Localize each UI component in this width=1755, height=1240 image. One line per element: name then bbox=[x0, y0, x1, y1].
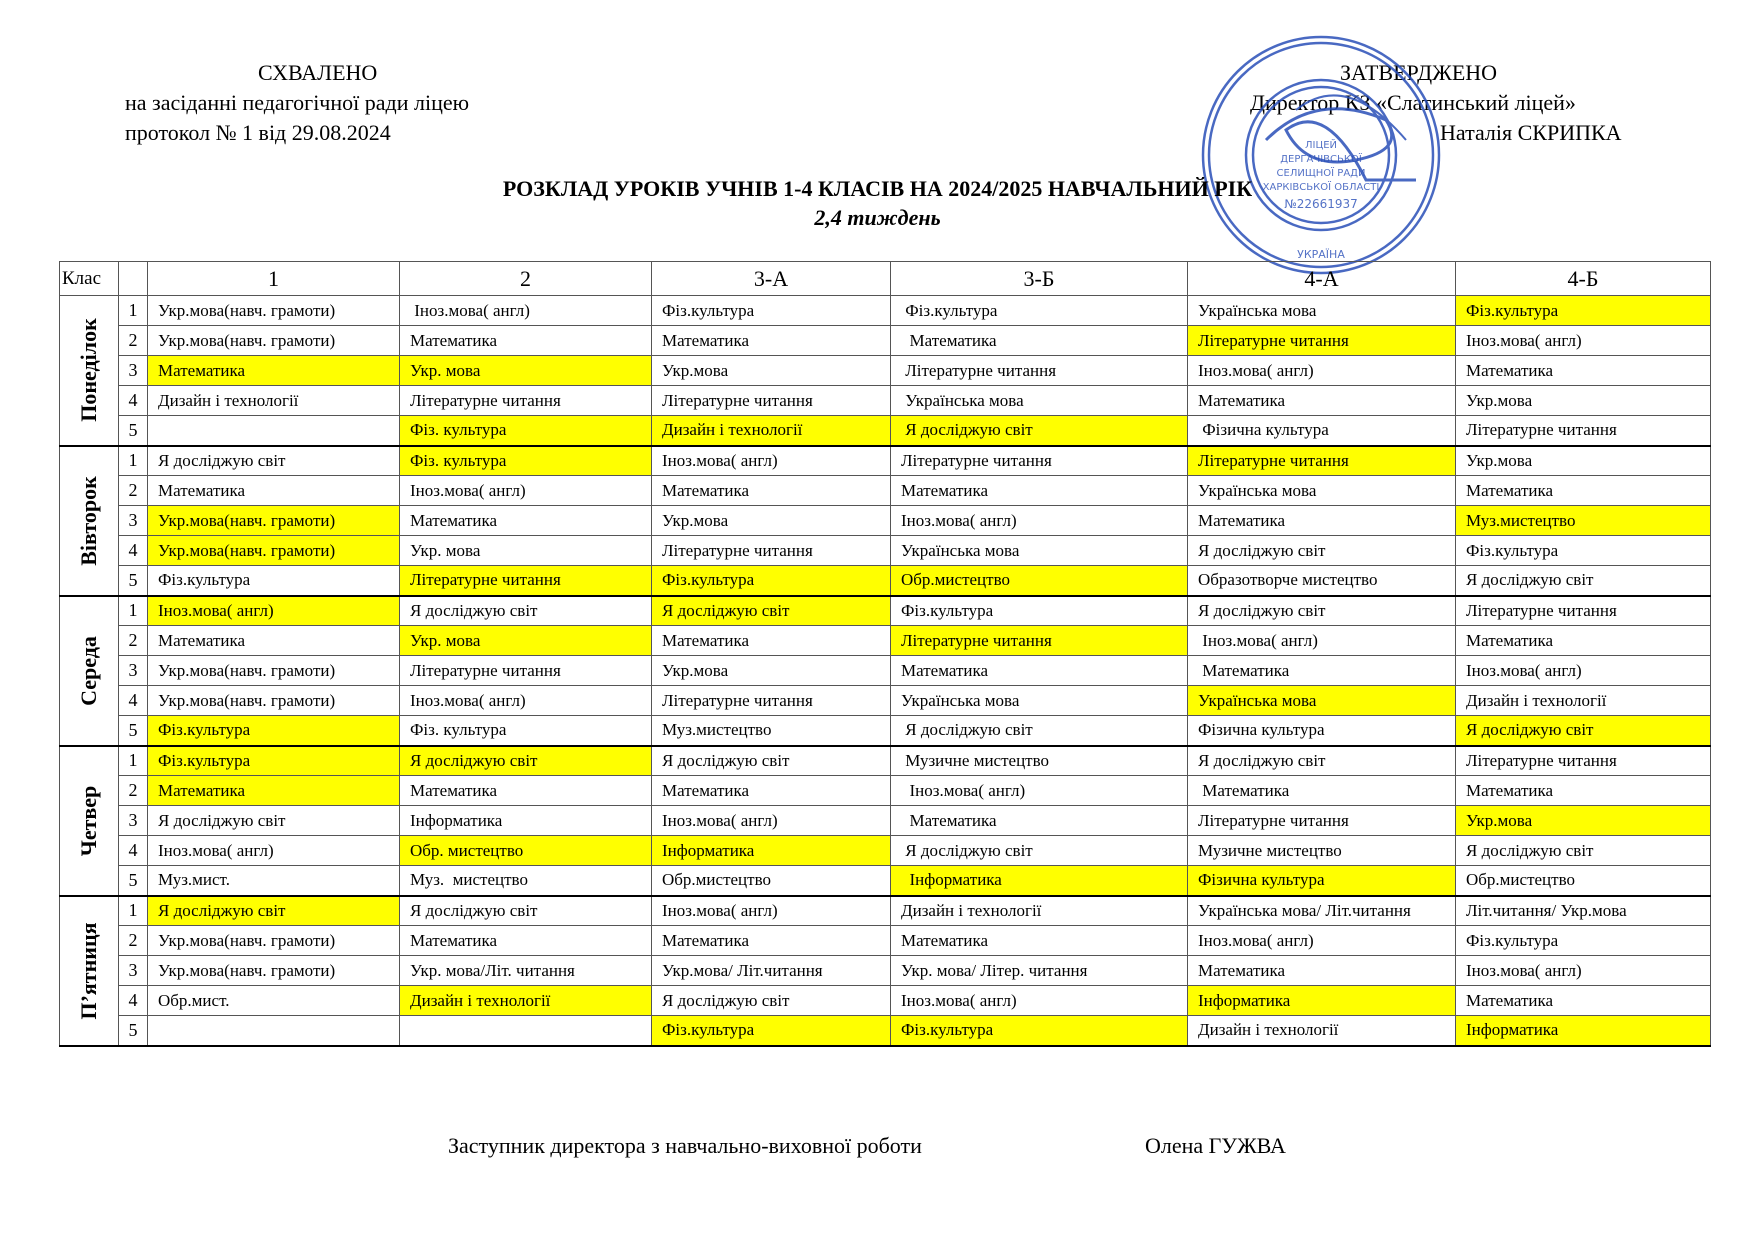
lesson-row bbox=[60, 746, 1711, 776]
day-cell bbox=[60, 746, 119, 896]
subject-cell: Фіз.культура bbox=[891, 296, 1188, 326]
lesson-number: 1 bbox=[119, 596, 148, 626]
subject-cell: Літературне читання bbox=[400, 566, 652, 596]
lesson-row bbox=[60, 356, 1711, 386]
subject-cell: Обр. мистецтво bbox=[400, 836, 652, 866]
lesson-number: 2 bbox=[119, 626, 148, 656]
subject-cell: Дизайн і технології bbox=[652, 416, 891, 446]
subject-cell: Літературне читання bbox=[1188, 806, 1456, 836]
svg-text:ЛІЦЕЙ: ЛІЦЕЙ bbox=[1304, 140, 1338, 151]
subject-cell: Літературне читання bbox=[891, 446, 1188, 476]
subject-cell: Математика bbox=[148, 776, 400, 806]
subject-cell: Обр.мист. bbox=[148, 986, 400, 1016]
official-stamp-icon bbox=[1196, 30, 1446, 280]
lesson-number: 5 bbox=[119, 716, 148, 746]
subject-cell: Українська мова bbox=[1188, 296, 1456, 326]
subject-cell: Українська мова/ Літ.читання bbox=[1188, 896, 1456, 926]
subject-cell: Фіз.культура bbox=[148, 746, 400, 776]
subject-cell: Літературне читання bbox=[1188, 446, 1456, 476]
day-label: Середа bbox=[76, 635, 101, 706]
lesson-row bbox=[60, 326, 1711, 356]
lesson-row bbox=[60, 986, 1711, 1016]
subject-cell: Фіз. культура bbox=[400, 716, 652, 746]
subject-cell: Математика bbox=[1456, 986, 1711, 1016]
subject-cell: Літературне читання bbox=[891, 626, 1188, 656]
subject-cell: Іноз.мова( англ) bbox=[652, 896, 891, 926]
lesson-number: 1 bbox=[119, 746, 148, 776]
subject-cell: Іноз.мова( англ) bbox=[148, 596, 400, 626]
subject-cell: Українська мова bbox=[891, 686, 1188, 716]
subject-cell: Дизайн і технології bbox=[1456, 686, 1711, 716]
subject-cell: Укр. мова bbox=[400, 356, 652, 386]
subject-cell: Інформатика bbox=[400, 806, 652, 836]
class-header: 3-А bbox=[652, 262, 891, 296]
lesson-number: 3 bbox=[119, 956, 148, 986]
subject-cell: Укр.мова/ Літ.читання bbox=[652, 956, 891, 986]
lesson-number: 2 bbox=[119, 476, 148, 506]
subject-cell: Фіз.культура bbox=[1456, 926, 1711, 956]
subject-cell: Літературне читання bbox=[652, 536, 891, 566]
confirmed-line-name: Наталія СКРИПКА bbox=[1440, 120, 1622, 145]
subject-cell: Математика bbox=[891, 656, 1188, 686]
subject-cell: Математика bbox=[1456, 476, 1711, 506]
subject-cell: Іноз.мова( англ) bbox=[1188, 926, 1456, 956]
subject-cell: Літературне читання bbox=[400, 656, 652, 686]
subject-cell: Літературне читання bbox=[652, 686, 891, 716]
subject-cell: Укр.мова(навч. грамоти) bbox=[148, 296, 400, 326]
subject-cell: Іноз.мова( англ) bbox=[1188, 356, 1456, 386]
subject-cell: Математика bbox=[652, 776, 891, 806]
lesson-row bbox=[60, 626, 1711, 656]
subject-cell: Математика bbox=[400, 926, 652, 956]
subject-cell: Укр.мова bbox=[652, 356, 891, 386]
lesson-number: 2 bbox=[119, 326, 148, 356]
subject-cell: Фіз.культура bbox=[652, 566, 891, 596]
subject-cell: Укр.мова bbox=[1456, 386, 1711, 416]
subject-cell: Математика bbox=[148, 356, 400, 386]
subject-cell: Фіз.культура bbox=[652, 1016, 891, 1046]
subject-cell: Укр.мова(навч. грамоти) bbox=[148, 536, 400, 566]
subject-cell: Математика bbox=[652, 926, 891, 956]
lesson-row bbox=[60, 416, 1711, 446]
subject-cell: Математика bbox=[1456, 356, 1711, 386]
subject-cell: Фізична культура bbox=[1188, 866, 1456, 896]
subject-cell: Літературне читання bbox=[891, 356, 1188, 386]
subject-cell: Фізична культура bbox=[1188, 416, 1456, 446]
subject-cell: Музичне мистецтво bbox=[1188, 836, 1456, 866]
subject-cell: Математика bbox=[1188, 956, 1456, 986]
class-header: 1 bbox=[148, 262, 400, 296]
lesson-row bbox=[60, 836, 1711, 866]
confirmed-line-director: Директор КЗ «Слатинський ліцей» bbox=[1250, 90, 1576, 115]
lesson-number: 1 bbox=[119, 446, 148, 476]
subject-cell: Іноз.мова( англ) bbox=[1456, 326, 1711, 356]
subject-cell: Українська мова bbox=[1188, 476, 1456, 506]
subject-cell: Іноз.мова( англ) bbox=[1456, 956, 1711, 986]
subject-cell: Я досліджую світ bbox=[1188, 536, 1456, 566]
corner-label: Клас bbox=[60, 262, 119, 296]
subject-cell: Я досліджую світ bbox=[652, 746, 891, 776]
schedule-subtitle: 2,4 тиждень bbox=[814, 205, 941, 230]
subject-cell: Укр.мова(навч. грамоти) bbox=[148, 506, 400, 536]
subject-cell: Я досліджую світ bbox=[891, 836, 1188, 866]
svg-text:№22661937: №22661937 bbox=[1284, 197, 1358, 211]
subject-cell: Літературне читання bbox=[652, 386, 891, 416]
subject-cell: Математика bbox=[1188, 776, 1456, 806]
lesson-number: 5 bbox=[119, 866, 148, 896]
subject-cell: Інформатика bbox=[1188, 986, 1456, 1016]
subject-cell bbox=[148, 416, 400, 446]
subject-cell: Іноз.мова( англ) bbox=[891, 776, 1188, 806]
lesson-row bbox=[60, 866, 1711, 896]
lesson-number: 4 bbox=[119, 386, 148, 416]
subject-cell: Фіз. культура bbox=[400, 446, 652, 476]
schedule-table bbox=[59, 261, 1711, 1047]
deputy-director-position: Заступник директора з навчально-виховної роботи bbox=[448, 1133, 922, 1158]
subject-cell: Математика bbox=[891, 476, 1188, 506]
subject-cell: Іноз.мова( англ) bbox=[1456, 656, 1711, 686]
approved-block bbox=[125, 58, 469, 148]
subject-cell: Укр.мова(навч. грамоти) bbox=[148, 926, 400, 956]
subject-cell: Математика bbox=[652, 626, 891, 656]
subject-cell: Я досліджую світ bbox=[1456, 836, 1711, 866]
lesson-row bbox=[60, 806, 1711, 836]
subject-cell: Укр.мова bbox=[652, 656, 891, 686]
lesson-row bbox=[60, 1016, 1711, 1046]
subject-cell: Дизайн і технології bbox=[148, 386, 400, 416]
subject-cell: Іноз.мова( англ) bbox=[652, 806, 891, 836]
subject-cell: Літературне читання bbox=[1188, 326, 1456, 356]
lesson-row bbox=[60, 506, 1711, 536]
subject-cell: Фіз. культура bbox=[400, 416, 652, 446]
subject-cell: Я досліджую світ bbox=[891, 716, 1188, 746]
subject-cell: Фіз.культура bbox=[891, 1016, 1188, 1046]
subject-cell: Іноз.мова( англ) bbox=[148, 836, 400, 866]
lesson-number: 2 bbox=[119, 776, 148, 806]
svg-text:УКРАЇНА: УКРАЇНА bbox=[1297, 248, 1345, 261]
svg-text:СЕЛИЩНОЇ РАДИ: СЕЛИЩНОЇ РАДИ bbox=[1276, 168, 1366, 179]
subject-cell: Математика bbox=[400, 776, 652, 806]
lesson-number: 3 bbox=[119, 356, 148, 386]
subject-cell: Математика bbox=[148, 626, 400, 656]
lesson-row bbox=[60, 896, 1711, 926]
lesson-row bbox=[60, 926, 1711, 956]
lesson-number: 4 bbox=[119, 686, 148, 716]
lesson-number: 1 bbox=[119, 896, 148, 926]
lesson-row bbox=[60, 566, 1711, 596]
svg-text:ХАРКІВСЬКОЇ ОБЛАСТІ: ХАРКІВСЬКОЇ ОБЛАСТІ bbox=[1262, 182, 1380, 193]
lesson-number-header bbox=[119, 262, 148, 296]
subject-cell: Муз.мистецтво bbox=[652, 716, 891, 746]
subject-cell: Інформатика bbox=[891, 866, 1188, 896]
subject-cell: Я досліджую світ bbox=[148, 806, 400, 836]
lesson-number: 3 bbox=[119, 656, 148, 686]
approved-line-council: на засіданні педагогічної ради ліцею bbox=[125, 90, 470, 115]
subject-cell: Укр.мова(навч. грамоти) bbox=[148, 686, 400, 716]
subject-cell: Обр.мистецтво bbox=[891, 566, 1188, 596]
subject-cell: Я досліджую світ bbox=[891, 416, 1188, 446]
lesson-number: 5 bbox=[119, 416, 148, 446]
subject-cell: Іноз.мова( англ) bbox=[400, 686, 652, 716]
subject-cell: Я досліджую світ bbox=[1456, 566, 1711, 596]
subject-cell: Іноз.мова( англ) bbox=[891, 506, 1188, 536]
class-header-row bbox=[60, 262, 1711, 296]
subject-cell: Я досліджую світ bbox=[400, 596, 652, 626]
confirmed-heading: ЗАТВЕРДЖЕНО bbox=[1340, 60, 1498, 85]
lesson-number: 5 bbox=[119, 566, 148, 596]
day-cell bbox=[60, 596, 119, 746]
subject-cell: Муз.мист. bbox=[148, 866, 400, 896]
subject-cell: Математика bbox=[1188, 656, 1456, 686]
subject-cell: Я досліджую світ bbox=[148, 896, 400, 926]
subject-cell: Дизайн і технології bbox=[400, 986, 652, 1016]
subject-cell: Фіз.культура bbox=[148, 566, 400, 596]
subject-cell: Муз. мистецтво bbox=[400, 866, 652, 896]
class-header: 4-А bbox=[1188, 262, 1456, 296]
day-cell bbox=[60, 446, 119, 596]
lesson-row bbox=[60, 656, 1711, 686]
lesson-number: 3 bbox=[119, 506, 148, 536]
class-header: 2 bbox=[400, 262, 652, 296]
lesson-number: 4 bbox=[119, 836, 148, 866]
subject-cell: Математика bbox=[652, 326, 891, 356]
day-label: П’ятниця bbox=[76, 921, 101, 1020]
subject-cell: Математика bbox=[1188, 506, 1456, 536]
subject-cell: Укр.мова bbox=[1456, 446, 1711, 476]
subject-cell: Математика bbox=[400, 506, 652, 536]
subject-cell: Я досліджую світ bbox=[652, 986, 891, 1016]
subject-cell: Математика bbox=[1188, 386, 1456, 416]
subject-cell: Інформатика bbox=[652, 836, 891, 866]
lesson-number: 5 bbox=[119, 1016, 148, 1046]
subject-cell: Математика bbox=[1456, 626, 1711, 656]
subject-cell: Укр.мова(навч. грамоти) bbox=[148, 956, 400, 986]
day-cell bbox=[60, 296, 119, 446]
lesson-row bbox=[60, 956, 1711, 986]
subject-cell: Укр.мова(навч. грамоти) bbox=[148, 326, 400, 356]
subject-cell: Укр. мова bbox=[400, 626, 652, 656]
approved-heading: СХВАЛЕНО bbox=[258, 60, 378, 85]
subject-cell: Муз.мистецтво bbox=[1456, 506, 1711, 536]
subject-cell: Фізична культура bbox=[1188, 716, 1456, 746]
subject-cell: Фіз.культура bbox=[148, 716, 400, 746]
subject-cell: Фіз.культура bbox=[891, 596, 1188, 626]
subject-cell: Укр. мова bbox=[400, 536, 652, 566]
subject-cell: Я досліджую світ bbox=[400, 896, 652, 926]
subject-cell bbox=[400, 1016, 652, 1046]
day-label: Четвер bbox=[76, 785, 101, 856]
subject-cell: Літературне читання bbox=[1456, 746, 1711, 776]
subject-cell bbox=[148, 1016, 400, 1046]
subject-cell: Дизайн і технології bbox=[1188, 1016, 1456, 1046]
day-label: Вівторок bbox=[76, 475, 101, 566]
subject-cell: Я досліджую світ bbox=[652, 596, 891, 626]
subject-cell: Я досліджую світ bbox=[400, 746, 652, 776]
subject-cell: Літературне читання bbox=[1456, 596, 1711, 626]
subject-cell: Я досліджую світ bbox=[1456, 716, 1711, 746]
subject-cell: Фіз.культура bbox=[652, 296, 891, 326]
lesson-row bbox=[60, 596, 1711, 626]
subject-cell: Українська мова bbox=[891, 386, 1188, 416]
lesson-row bbox=[60, 476, 1711, 506]
lesson-number: 1 bbox=[119, 296, 148, 326]
subject-cell: Я досліджую світ bbox=[1188, 746, 1456, 776]
subject-cell: Математика bbox=[652, 476, 891, 506]
lesson-row bbox=[60, 776, 1711, 806]
subject-cell: Я досліджую світ bbox=[1188, 596, 1456, 626]
lesson-number: 2 bbox=[119, 926, 148, 956]
subject-cell: Обр.мистецтво bbox=[1456, 866, 1711, 896]
subject-cell: Іноз.мова( англ) bbox=[1188, 626, 1456, 656]
subject-cell: Математика bbox=[400, 326, 652, 356]
subject-cell: Іноз.мова( англ) bbox=[891, 986, 1188, 1016]
subject-cell: Математика bbox=[891, 806, 1188, 836]
subject-cell: Українська мова bbox=[1188, 686, 1456, 716]
lesson-number: 3 bbox=[119, 806, 148, 836]
subject-cell: Укр.мова(навч. грамоти) bbox=[148, 656, 400, 686]
lesson-number: 4 bbox=[119, 536, 148, 566]
subject-cell: Музичне мистецтво bbox=[891, 746, 1188, 776]
subject-cell: Фіз.культура bbox=[1456, 536, 1711, 566]
subject-cell: Іноз.мова( англ) bbox=[400, 476, 652, 506]
subject-cell: Математика bbox=[1456, 776, 1711, 806]
subject-cell: Іноз.мова( англ) bbox=[400, 296, 652, 326]
lesson-number: 4 bbox=[119, 986, 148, 1016]
subject-cell: Укр.мова bbox=[1456, 806, 1711, 836]
subject-cell: Математика bbox=[891, 926, 1188, 956]
lesson-row bbox=[60, 716, 1711, 746]
lesson-row bbox=[60, 386, 1711, 416]
approved-line-protocol: протокол № 1 від 29.08.2024 bbox=[125, 120, 391, 145]
lesson-row bbox=[60, 446, 1711, 476]
subject-cell: Укр. мова/Літ. читання bbox=[400, 956, 652, 986]
subject-cell: Літ.читання/ Укр.мова bbox=[1456, 896, 1711, 926]
svg-text:ДЕРГАЧІВСЬКОЇ: ДЕРГАЧІВСЬКОЇ bbox=[1280, 154, 1362, 165]
subject-cell: Фіз.культура bbox=[1456, 296, 1711, 326]
day-label: Понеділок bbox=[76, 318, 101, 423]
class-header: 3-Б bbox=[891, 262, 1188, 296]
lesson-row bbox=[60, 296, 1711, 326]
subject-cell: Математика bbox=[891, 326, 1188, 356]
subject-cell: Я досліджую світ bbox=[148, 446, 400, 476]
class-header: 4-Б bbox=[1456, 262, 1711, 296]
subject-cell: Образотворче мистецтво bbox=[1188, 566, 1456, 596]
subject-cell: Дизайн і технології bbox=[891, 896, 1188, 926]
subject-cell: Літературне читання bbox=[400, 386, 652, 416]
lesson-row bbox=[60, 686, 1711, 716]
subject-cell: Іноз.мова( англ) bbox=[652, 446, 891, 476]
schedule-title: РОЗКЛАД УРОКІВ УЧНІВ 1-4 КЛАСІВ НА 2024/2025 НАВЧАЛЬНИЙ РІК bbox=[502, 176, 1253, 201]
subject-cell: Укр.мова bbox=[652, 506, 891, 536]
subject-cell: Математика bbox=[148, 476, 400, 506]
subject-cell: Обр.мистецтво bbox=[652, 866, 891, 896]
deputy-director-name: Олена ГУЖВА bbox=[1145, 1133, 1286, 1158]
day-cell bbox=[60, 896, 119, 1046]
subject-cell: Українська мова bbox=[891, 536, 1188, 566]
subject-cell: Укр. мова/ Літер. читання bbox=[891, 956, 1188, 986]
subject-cell: Літературне читання bbox=[1456, 416, 1711, 446]
subject-cell: Інформатика bbox=[1456, 1016, 1711, 1046]
lesson-row bbox=[60, 536, 1711, 566]
